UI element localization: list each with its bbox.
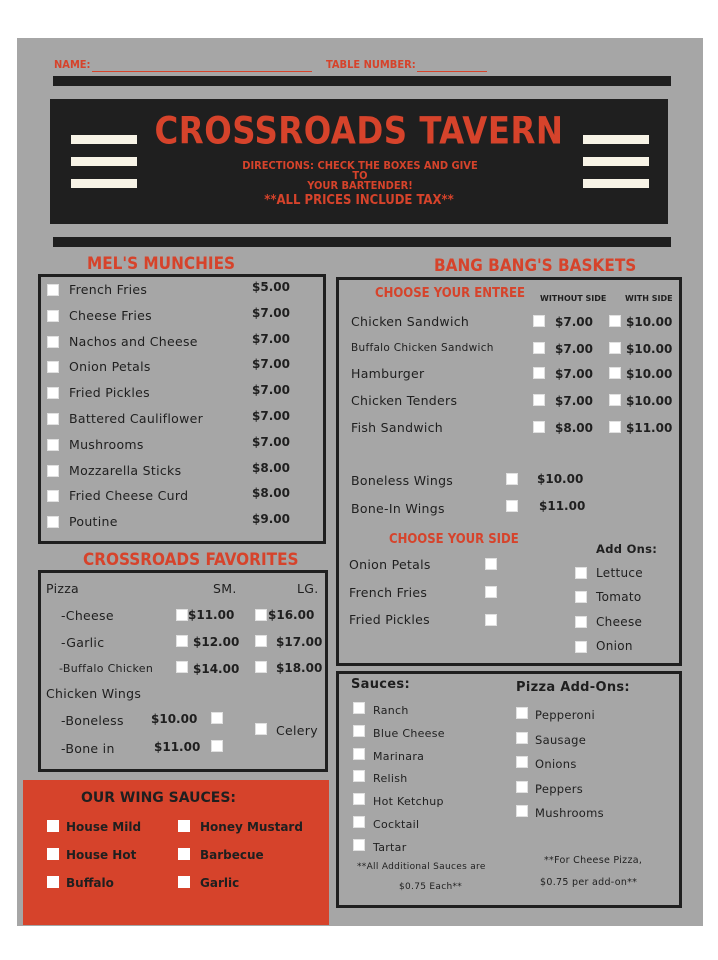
munchie-label: Nachos and Cheese <box>69 333 198 349</box>
entree-with-side-price: $10.00 <box>626 315 673 329</box>
top-divider <box>53 76 671 86</box>
sauce-label: Ranch <box>373 704 409 717</box>
pizza-addon-checkbox[interactable] <box>516 732 528 744</box>
sauces-title: Sauces: <box>351 677 410 692</box>
munchie-label: French Fries <box>69 282 148 297</box>
wing-sauce-checkbox[interactable] <box>178 820 190 832</box>
side-checkbox[interactable] <box>485 586 497 598</box>
sauce-checkbox[interactable] <box>353 793 365 805</box>
side-label: French Fries <box>349 585 428 600</box>
munchie-checkbox[interactable] <box>47 387 59 399</box>
add-on-checkbox[interactable] <box>575 641 587 653</box>
pizza-label: Pizza <box>46 581 80 596</box>
baskets-box <box>336 277 682 666</box>
munchie-price: $5.00 <box>252 280 290 294</box>
entree-without-side-price: $7.00 <box>555 342 593 356</box>
pizza-addon-checkbox[interactable] <box>516 781 528 793</box>
sauce-checkbox[interactable] <box>353 839 365 851</box>
pizza-addon-checkbox[interactable] <box>516 707 528 719</box>
pizza-small-checkbox[interactable] <box>176 635 188 647</box>
sauce-label: Cocktail <box>373 818 420 831</box>
menu-page <box>17 38 703 926</box>
sauce-checkbox[interactable] <box>353 748 365 760</box>
pizza-addons-note-line: $0.75 per add-on** <box>540 877 638 888</box>
stripe-decoration <box>583 157 649 166</box>
entree-without-side-checkbox[interactable] <box>533 342 545 354</box>
wing-checkbox[interactable] <box>211 712 223 724</box>
table-number-field[interactable] <box>417 71 487 72</box>
wing-sauce-checkbox[interactable] <box>47 820 59 832</box>
sauce-label: Blue Cheese <box>373 726 445 740</box>
pizza-addon-label: Peppers <box>535 781 584 796</box>
wing-sauces-title: OUR WING SAUCES: <box>81 790 237 806</box>
basket-wing-label: Boneless Wings <box>351 473 454 488</box>
favorites-title: CROSSROADS FAVORITES <box>83 550 299 570</box>
munchie-label: Onion Petals <box>69 359 151 375</box>
side-checkbox[interactable] <box>485 558 497 570</box>
entree-with-side-checkbox[interactable] <box>609 421 621 433</box>
pizza-large-checkbox[interactable] <box>255 609 267 621</box>
wing-sauce-checkbox[interactable] <box>47 848 59 860</box>
celery-checkbox[interactable] <box>255 723 267 735</box>
stripe-decoration <box>71 157 137 166</box>
munchie-price: $8.00 <box>252 486 290 501</box>
choose-entree-label: CHOOSE YOUR ENTREE <box>375 286 526 301</box>
add-on-label: Cheese <box>596 615 643 629</box>
entree-without-side-checkbox[interactable] <box>533 421 545 433</box>
with-side-header: WITH SIDE <box>625 294 673 303</box>
bottom-divider <box>53 237 671 247</box>
munchie-price: $7.00 <box>252 331 290 346</box>
munchie-label: Fried Cheese Curd <box>69 488 189 504</box>
wing-sauce-label: Barbecue <box>200 848 264 862</box>
entree-label: Chicken Sandwich <box>351 314 470 329</box>
wing-sauce-label: House Hot <box>66 848 137 862</box>
pizza-small-checkbox[interactable] <box>176 661 188 673</box>
page-title: CROSSROADS TAVERN <box>154 109 564 154</box>
munchie-price: $7.00 <box>252 357 290 372</box>
wing-checkbox[interactable] <box>211 740 223 752</box>
table-number-label: TABLE NUMBER: <box>326 58 416 71</box>
add-on-checkbox[interactable] <box>575 591 587 603</box>
munchie-checkbox[interactable] <box>47 490 59 502</box>
choose-side-label: CHOOSE YOUR SIDE <box>389 532 519 547</box>
wing-sauce-label: Honey Mustard <box>200 820 303 834</box>
munchie-label: Mozzarella Sticks <box>69 462 182 478</box>
sauce-checkbox[interactable] <box>353 702 365 714</box>
munchie-price: $7.00 <box>252 305 290 320</box>
entree-label: Chicken Tenders <box>351 393 458 408</box>
entree-with-side-checkbox[interactable] <box>609 367 621 379</box>
wing-sauce-label: House Mild <box>66 820 142 834</box>
munchie-label: Battered Cauliflower <box>69 411 204 426</box>
stripe-decoration <box>71 179 137 188</box>
munchies-box <box>38 274 326 544</box>
pizza-addon-checkbox[interactable] <box>516 805 528 817</box>
entree-with-side-price: $10.00 <box>626 367 673 381</box>
directions-line: DIRECTIONS: CHECK THE BOXES AND GIVE TO <box>242 159 478 182</box>
pizza-large-price: $16.00 <box>268 608 315 622</box>
wing-sauce-label: Buffalo <box>66 876 114 890</box>
pizza-addon-label: Onions <box>535 757 577 771</box>
sauce-checkbox[interactable] <box>353 725 365 737</box>
wing-sauce-label: Garlic <box>200 876 240 890</box>
pizza-addon-checkbox[interactable] <box>516 756 528 768</box>
basket-wing-checkbox[interactable] <box>506 473 518 485</box>
wing-price: $11.00 <box>154 740 201 754</box>
small-size-label: SM. <box>213 581 237 596</box>
munchie-price: $7.00 <box>252 434 290 449</box>
baskets-title: BANG BANG'S BASKETS <box>434 256 637 276</box>
name-field[interactable] <box>92 71 312 72</box>
pizza-large-price: $18.00 <box>276 661 323 675</box>
stripe-decoration <box>583 179 649 188</box>
munchie-checkbox[interactable] <box>47 284 59 296</box>
sauce-checkbox[interactable] <box>353 816 365 828</box>
add-on-label: Tomato <box>596 590 642 604</box>
wing-sauce-checkbox[interactable] <box>178 876 190 888</box>
munchies-title: MEL'S MUNCHIES <box>87 254 236 274</box>
add-on-checkbox[interactable] <box>575 567 587 579</box>
wing-sauces-panel <box>23 780 329 925</box>
sauces-note-line: $0.75 Each** <box>399 882 463 892</box>
entree-without-side-price: $8.00 <box>555 421 593 435</box>
sauce-label: Hot Ketchup <box>373 795 444 809</box>
munchie-label: Poutine <box>69 514 118 530</box>
directions <box>240 161 480 191</box>
entree-without-side-price: $7.00 <box>555 394 593 408</box>
celery-label: Celery <box>276 723 318 738</box>
pizza-item-label: -Garlic <box>61 635 105 650</box>
basket-wing-price: $11.00 <box>539 499 586 513</box>
pizza-addon-label: Mushrooms <box>535 806 604 820</box>
name-label: NAME: <box>54 58 91 71</box>
sauces-note-line: **All Additional Sauces are <box>357 862 486 872</box>
pizza-addons-note-line: **For Cheese Pizza, <box>544 855 643 866</box>
entree-with-side-price: $11.00 <box>626 421 673 435</box>
pizza-small-price: $14.00 <box>193 662 240 676</box>
entree-with-side-price: $10.00 <box>626 394 673 408</box>
munchie-label: Cheese Fries <box>69 307 152 323</box>
side-checkbox[interactable] <box>485 614 497 626</box>
side-label: Fried Pickles <box>349 612 430 627</box>
entree-with-side-price: $10.00 <box>626 342 673 356</box>
tax-note: **ALL PRICES INCLUDE TAX** <box>264 193 454 208</box>
munchie-checkbox[interactable] <box>47 336 59 348</box>
entree-without-side-checkbox[interactable] <box>533 367 545 379</box>
entree-with-side-checkbox[interactable] <box>609 342 621 354</box>
munchie-checkbox[interactable] <box>47 516 59 528</box>
large-size-label: LG. <box>297 581 319 596</box>
add-on-label: Onion <box>596 639 633 653</box>
entree-without-side-price: $7.00 <box>555 367 593 381</box>
wing-sauce-checkbox[interactable] <box>47 876 59 888</box>
wing-price: $10.00 <box>151 712 198 726</box>
entree-without-side-price: $7.00 <box>555 315 593 329</box>
basket-wing-checkbox[interactable] <box>506 500 518 512</box>
wing-item-label: -Bone in <box>61 741 115 756</box>
basket-wing-price: $10.00 <box>537 472 584 486</box>
without-side-header: WITHOUT SIDE <box>540 294 607 303</box>
pizza-small-price: $12.00 <box>193 635 240 649</box>
entree-label: Buffalo Chicken Sandwich <box>351 342 494 354</box>
entree-without-side-checkbox[interactable] <box>533 394 545 406</box>
chicken-wings-label: Chicken Wings <box>46 686 142 701</box>
pizza-small-checkbox[interactable] <box>176 609 188 621</box>
entree-with-side-checkbox[interactable] <box>609 315 621 327</box>
munchie-label: Mushrooms <box>69 436 144 452</box>
pizza-large-checkbox[interactable] <box>255 661 267 673</box>
munchie-checkbox[interactable] <box>47 361 59 373</box>
directions-line: YOUR BARTENDER! <box>307 179 413 192</box>
pizza-large-checkbox[interactable] <box>255 635 267 647</box>
pizza-small-price: $11.00 <box>188 608 235 622</box>
sauce-label: Tartar <box>373 840 407 854</box>
munchie-checkbox[interactable] <box>47 310 59 322</box>
pizza-large-price: $17.00 <box>276 635 323 649</box>
wing-item-label: -Boneless <box>61 713 124 728</box>
sauce-checkbox[interactable] <box>353 770 365 782</box>
sauces-box <box>336 671 682 908</box>
pizza-addons-title: Pizza Add-Ons: <box>516 680 630 695</box>
side-label: Onion Petals <box>349 557 431 572</box>
munchie-price: $7.00 <box>252 409 290 423</box>
munchie-label: Fried Pickles <box>69 385 150 401</box>
favorites-box <box>38 570 328 772</box>
pizza-addon-label: Sausage <box>535 732 587 747</box>
entree-with-side-checkbox[interactable] <box>609 394 621 406</box>
entree-label: Hamburger <box>351 366 425 381</box>
munchie-checkbox[interactable] <box>47 465 59 477</box>
munchie-checkbox[interactable] <box>47 413 59 425</box>
add-on-checkbox[interactable] <box>575 616 587 628</box>
basket-wing-label: Bone-In Wings <box>351 501 445 516</box>
pizza-item-label: -Cheese <box>61 608 114 623</box>
entree-label: Fish Sandwich <box>351 420 444 435</box>
wing-sauce-checkbox[interactable] <box>178 848 190 860</box>
munchie-checkbox[interactable] <box>47 439 59 451</box>
entree-without-side-checkbox[interactable] <box>533 315 545 327</box>
title-banner <box>50 99 668 224</box>
pizza-item-label: -Buffalo Chicken <box>59 662 154 675</box>
munchie-price: $8.00 <box>252 460 290 475</box>
pizza-addon-label: Pepperoni <box>535 708 595 722</box>
munchie-price: $9.00 <box>252 512 290 527</box>
sauce-label: Marinara <box>373 749 425 763</box>
add-ons-label: Add Ons: <box>596 542 658 556</box>
add-on-label: Lettuce <box>596 566 643 580</box>
munchie-price: $7.00 <box>252 383 290 398</box>
sauce-label: Relish <box>373 772 408 786</box>
